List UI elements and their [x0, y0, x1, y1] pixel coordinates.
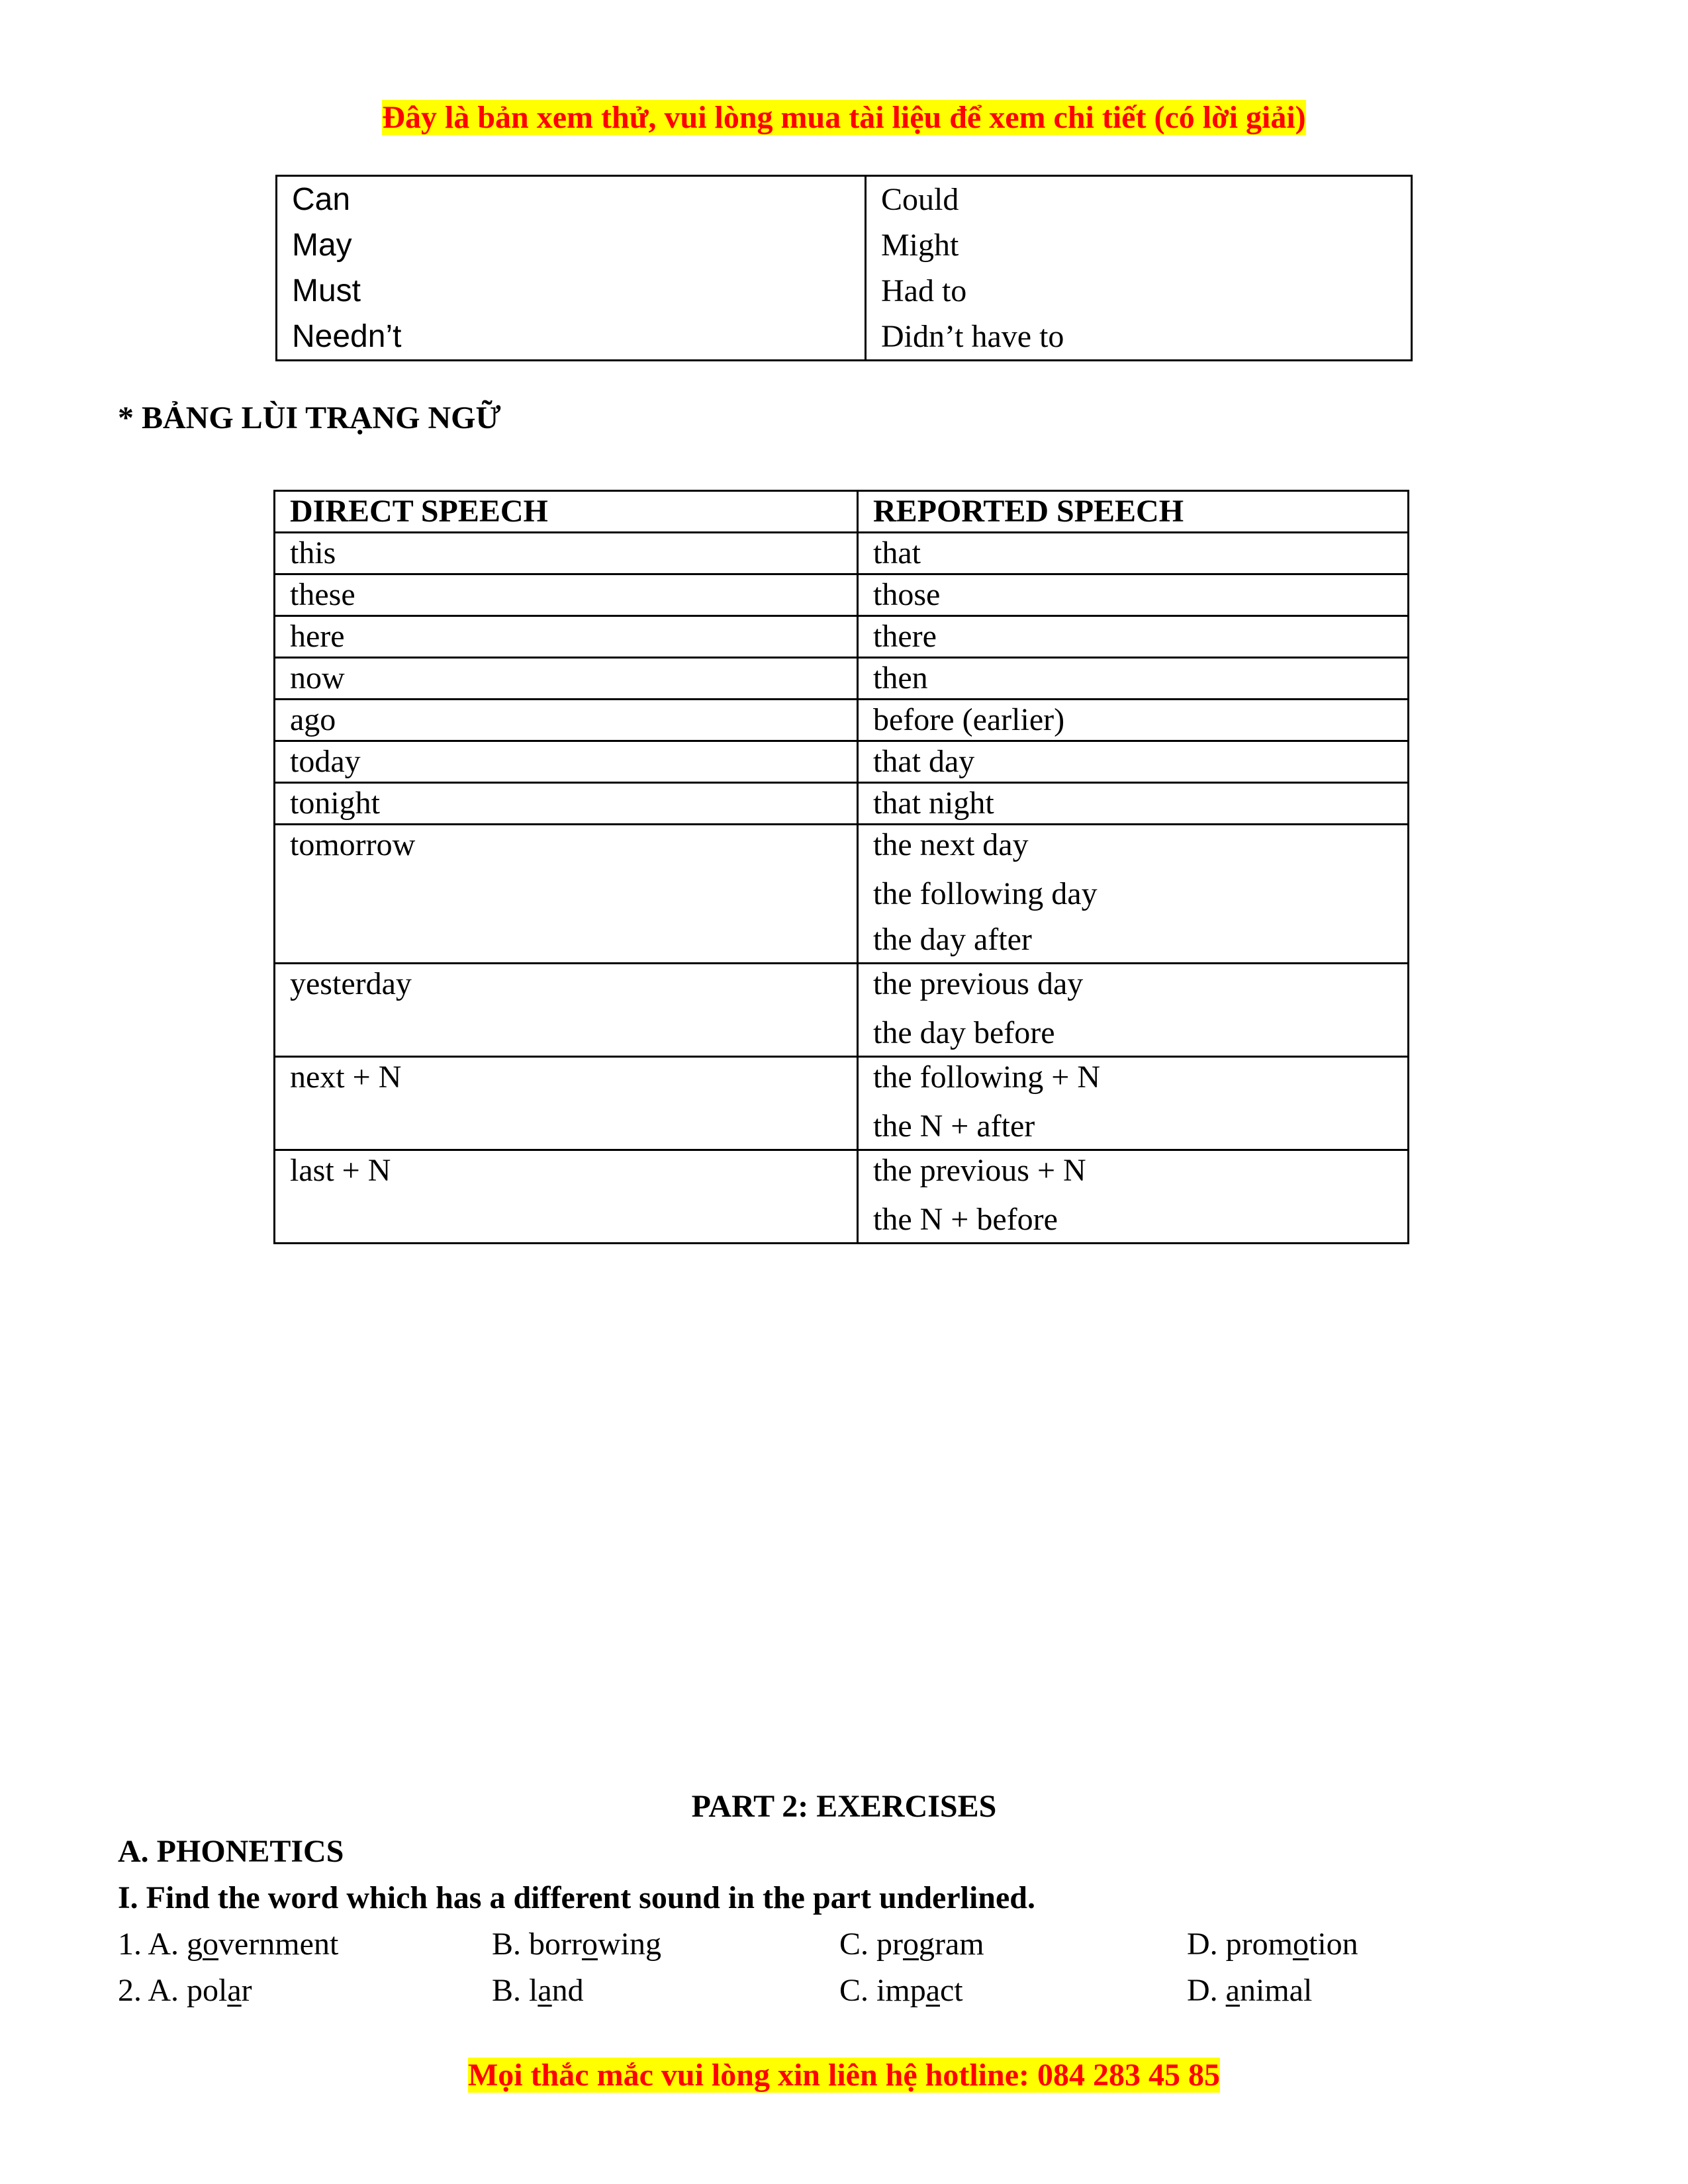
- underlined-part: o: [581, 1927, 598, 1962]
- hotline-text: Mọi thắc mắc vui lòng xin liên hệ hotline: 084 283 45 85: [467, 2058, 1220, 2093]
- option-text: 2. A. pol: [118, 1973, 228, 2008]
- table-row: [275, 616, 1409, 658]
- reported-option: the N + after: [873, 1109, 1035, 1144]
- option-text: 1. A. g: [118, 1927, 203, 1962]
- direct-cell: ago: [275, 700, 858, 741]
- underlined-part: o: [903, 1927, 919, 1962]
- modal-past-item: Might: [881, 228, 959, 263]
- reported-option: the day before: [873, 1015, 1055, 1050]
- table-row: [275, 1150, 1409, 1244]
- reported-option: the previous + N: [873, 1153, 1086, 1188]
- modal-verb-row: [277, 176, 1412, 361]
- reported-cell: [858, 964, 1409, 1057]
- modal-verb-table: [275, 175, 1413, 361]
- option-c: [839, 1972, 963, 2009]
- direct-cell: next + N: [275, 1057, 858, 1150]
- reported-cell: [858, 1150, 1409, 1244]
- preview-notice-text: Đây là bản xem thử, vui lòng mua tài liệu để xem chi tiết (có lời giải): [382, 100, 1306, 135]
- reported-cell: that night: [858, 783, 1409, 825]
- direct-cell: this: [275, 533, 858, 574]
- direct-cell: these: [275, 574, 858, 616]
- modal-present-item: May: [292, 228, 352, 263]
- exercises-title: PART 2: EXERCISES: [691, 1789, 997, 1824]
- option-text: wing: [597, 1927, 661, 1962]
- preview-notice-banner: [0, 99, 1688, 136]
- modal-past-cell: [866, 176, 1412, 361]
- reported-option: the next day: [873, 827, 1029, 862]
- option-b: [492, 1926, 661, 1963]
- reported-cell: that day: [858, 741, 1409, 783]
- table-row: [275, 700, 1409, 741]
- underlined-part: a: [1225, 1973, 1240, 2008]
- option-text: C. imp: [839, 1973, 926, 2008]
- direct-cell: tomorrow: [275, 825, 858, 964]
- reported-cell: those: [858, 574, 1409, 616]
- table-row: [275, 574, 1409, 616]
- direct-cell: tonight: [275, 783, 858, 825]
- option-text: nimal: [1239, 1973, 1313, 2008]
- reported-cell: before (earlier): [858, 700, 1409, 741]
- table-row: [275, 783, 1409, 825]
- option-text: B. l: [492, 1973, 538, 2008]
- reported-option: the following + N: [873, 1060, 1101, 1095]
- reported-cell: then: [858, 658, 1409, 700]
- reported-cell: [858, 1057, 1409, 1150]
- modal-past-item: Could: [881, 182, 959, 217]
- option-a: [118, 1926, 338, 1963]
- underlined-part: a: [925, 1973, 940, 2008]
- option-text: C. pr: [839, 1927, 903, 1962]
- question-row: [118, 1972, 1574, 2009]
- option-a: [118, 1972, 252, 2009]
- option-d: [1187, 1926, 1358, 1963]
- option-text: nd: [551, 1973, 584, 2008]
- direct-cell: last + N: [275, 1150, 858, 1244]
- reported-option: the N + before: [873, 1202, 1058, 1237]
- option-c: [839, 1926, 984, 1963]
- direct-cell: yesterday: [275, 964, 858, 1057]
- underlined-part: o: [1292, 1927, 1309, 1962]
- reported-cell: [858, 825, 1409, 964]
- section-heading: * BẢNG LÙI TRẠNG NGỮ: [118, 400, 501, 435]
- underlined-part: a: [227, 1973, 242, 2008]
- exercise-instruction: I. Find the word which has a different sound in the part underlined.: [118, 1880, 1035, 1915]
- phonetics-heading: A. PHONETICS: [118, 1834, 344, 1869]
- modal-present-item: Can: [292, 182, 351, 217]
- direct-cell: today: [275, 741, 858, 783]
- reported-option: the day after: [873, 922, 1032, 957]
- modal-present-cell: [277, 176, 866, 361]
- question-row: [118, 1926, 1574, 1963]
- option-b: [492, 1972, 584, 2009]
- header-direct-speech: DIRECT SPEECH: [275, 491, 858, 533]
- reported-option: the following day: [873, 876, 1098, 911]
- table-row: [275, 741, 1409, 783]
- reported-cell: there: [858, 616, 1409, 658]
- option-text: D. prom: [1187, 1927, 1293, 1962]
- option-text: B. borr: [492, 1927, 582, 1962]
- option-text: vernment: [218, 1927, 339, 1962]
- table-row: [275, 658, 1409, 700]
- modal-past-item: Had to: [881, 273, 967, 308]
- adverb-backshift-table: [273, 490, 1409, 1244]
- option-text: D.: [1187, 1973, 1226, 2008]
- reported-cell: that: [858, 533, 1409, 574]
- header-reported-speech: REPORTED SPEECH: [858, 491, 1409, 533]
- table-row: [275, 825, 1409, 964]
- modal-present-item: Needn’t: [292, 319, 402, 354]
- option-text: ct: [940, 1973, 963, 2008]
- modal-present-item: Must: [292, 273, 361, 308]
- modal-past-item: Didn’t have to: [881, 319, 1064, 354]
- underlined-part: o: [203, 1927, 219, 1962]
- option-d: [1187, 1972, 1312, 2009]
- direct-cell: here: [275, 616, 858, 658]
- hotline-banner: [0, 2057, 1688, 2094]
- table-row: [275, 964, 1409, 1057]
- table-header-row: [275, 491, 1409, 533]
- reported-option: the previous day: [873, 966, 1084, 1001]
- direct-cell: now: [275, 658, 858, 700]
- option-text: gram: [919, 1927, 984, 1962]
- option-text: r: [241, 1973, 252, 2008]
- option-text: tion: [1308, 1927, 1358, 1962]
- table-row: [275, 1057, 1409, 1150]
- underlined-part: a: [538, 1973, 552, 2008]
- table-row: [275, 533, 1409, 574]
